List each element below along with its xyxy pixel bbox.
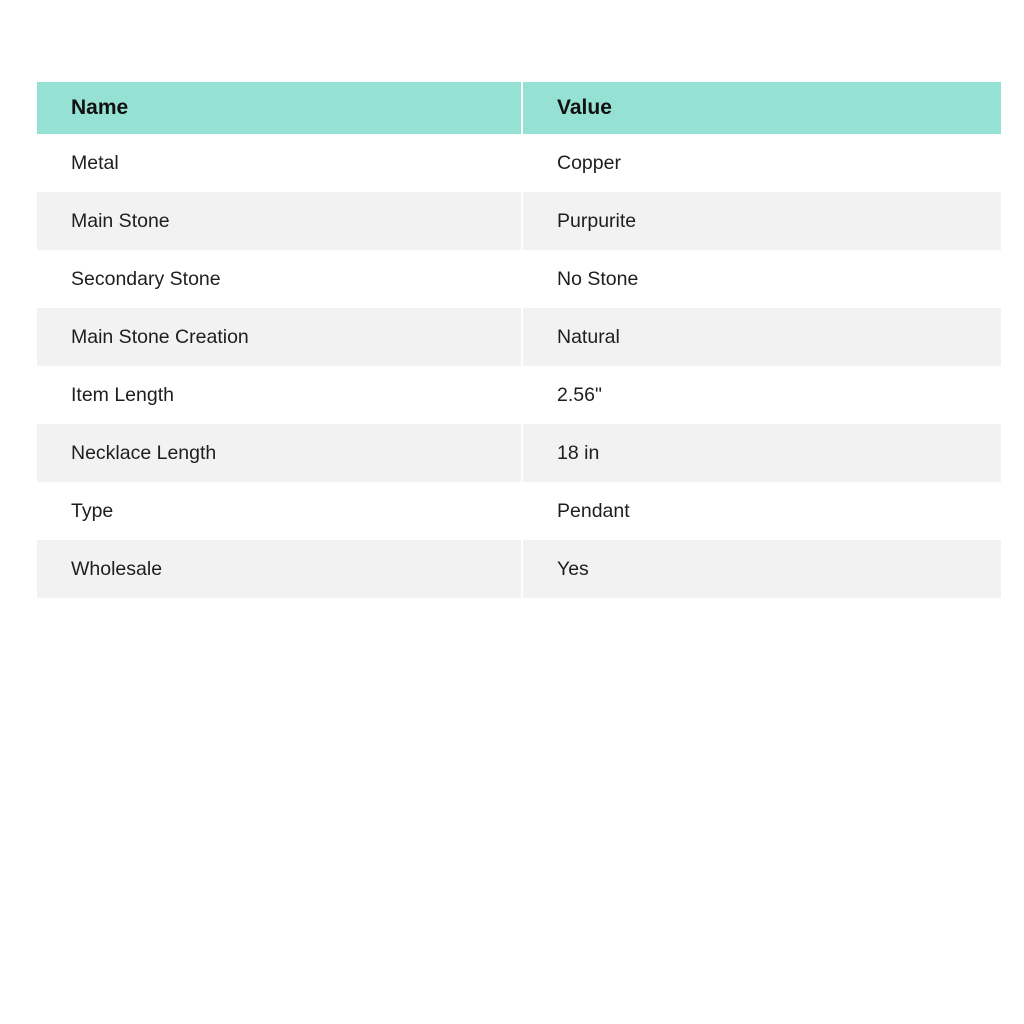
attribute-name-cell: Item Length bbox=[37, 366, 523, 424]
table-row bbox=[37, 482, 1001, 540]
attribute-value-cell: 18 in bbox=[557, 441, 600, 464]
table-row bbox=[37, 366, 1001, 424]
attribute-name-cell: Wholesale bbox=[37, 540, 523, 598]
attribute-value-cell: Yes bbox=[557, 557, 589, 580]
table-row bbox=[37, 424, 1001, 482]
attribute-name-cell: Necklace Length bbox=[37, 424, 523, 482]
table-row bbox=[37, 540, 1001, 598]
column-header-name: Name bbox=[37, 82, 523, 134]
attribute-name-cell: Main Stone Creation bbox=[37, 308, 523, 366]
attribute-name-cell: Type bbox=[37, 482, 523, 540]
attribute-value-cell: Pendant bbox=[557, 499, 630, 522]
table-row bbox=[37, 192, 1001, 250]
column-header-value: Value bbox=[557, 96, 612, 119]
table-row bbox=[37, 134, 1001, 192]
attribute-value-cell: Purpurite bbox=[557, 209, 637, 232]
attribute-name-cell: Metal bbox=[37, 134, 523, 192]
table-header-row bbox=[37, 82, 1001, 134]
attribute-value-cell: 2.56" bbox=[557, 383, 602, 406]
attribute-name-cell: Main Stone bbox=[37, 192, 523, 250]
attribute-name-cell: Secondary Stone bbox=[37, 250, 523, 308]
table-row bbox=[37, 308, 1001, 366]
attribute-value-cell: Copper bbox=[557, 151, 621, 174]
attributes-table bbox=[37, 82, 1001, 598]
attribute-value-cell: Natural bbox=[557, 325, 620, 348]
table-row bbox=[37, 250, 1001, 308]
attribute-value-cell: No Stone bbox=[557, 267, 639, 290]
table-body bbox=[37, 134, 1001, 598]
